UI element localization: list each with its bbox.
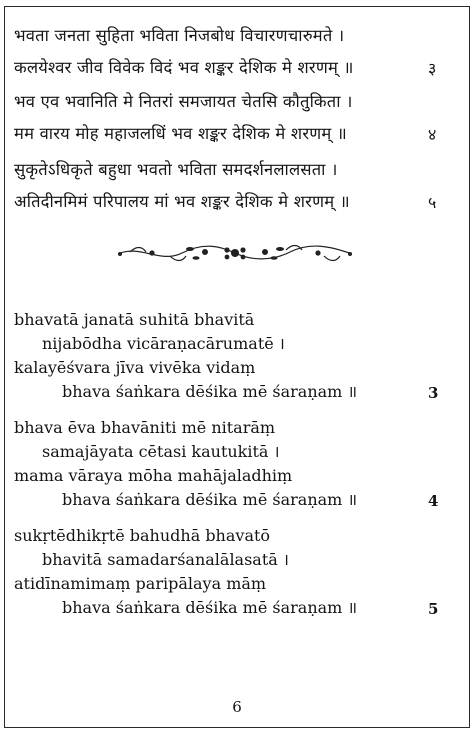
- translit-verse5-line1: sukṛtēdhikṛtē bahudhā bhavatō: [14, 526, 271, 545]
- translit-verse3-line3: kalayēśvara jīva vivēka vidaṃ: [14, 358, 256, 377]
- devanagari-verse3-number: ३: [428, 59, 437, 78]
- page-number: 6: [232, 698, 242, 716]
- translit-verse4-line3: mama vāraya mōha mahājaladhiṃ: [14, 466, 293, 485]
- translit-verse3-number: 3: [428, 384, 439, 402]
- devanagari-verse5-line1: सुकृतेऽधिकृते बहुधा भवतो भविता समदर्शनलालसता ।: [14, 160, 338, 179]
- translit-verse4-number: 4: [428, 492, 439, 510]
- devanagari-verse5-line2: अतिदीनमिमं परिपालय मां भव शङ्कर देशिक मे शरणम् ॥: [14, 192, 350, 211]
- devanagari-verse3-line2: कलयेश्वर जीव विवेक विदं भव शङ्कर देशिक मे शरणम् ॥: [14, 58, 354, 77]
- translit-verse3-line1: bhavatā janatā suhitā bhavitā: [14, 310, 255, 329]
- translit-verse4-line1: bhava ēva bhavāniti mē nitarāṃ: [14, 418, 276, 437]
- floral-ornament-icon: [110, 240, 360, 266]
- devanagari-verse4-number: ४: [428, 125, 437, 144]
- translit-verse3-line4: bhava śaṅkara dēśika mē śaraṇam ॥: [62, 382, 358, 401]
- devanagari-verse3-line1: भवता जनता सुहिता भविता निजबोध विचारणचारुमते ।: [14, 26, 345, 45]
- translit-verse5-line3: atidīnamimaṃ paripālaya māṃ: [14, 574, 267, 593]
- translit-verse5-line2: bhavitā samadarśanalālasatā ।: [42, 550, 289, 569]
- translit-verse5-line4: bhava śaṅkara dēśika mē śaraṇam ॥: [62, 598, 358, 617]
- translit-verse4-line4: bhava śaṅkara dēśika mē śaraṇam ॥: [62, 490, 358, 509]
- devanagari-verse5-number: ५: [428, 193, 437, 212]
- translit-verse3-line2: nijabōdha vicāraṇacārumatē ।: [42, 334, 285, 353]
- translit-verse4-line2: samajāyata cētasi kautukitā ।: [42, 442, 280, 461]
- devanagari-verse4-line1: भव एव भवानिति मे नितरां समजायत चेतसि कौतुकिता ।: [14, 92, 353, 111]
- devanagari-verse4-line2: मम वारय मोह महाजलधिं भव शङ्कर देशिक मे शरणम् ॥: [14, 124, 347, 143]
- translit-verse5-number: 5: [428, 600, 439, 618]
